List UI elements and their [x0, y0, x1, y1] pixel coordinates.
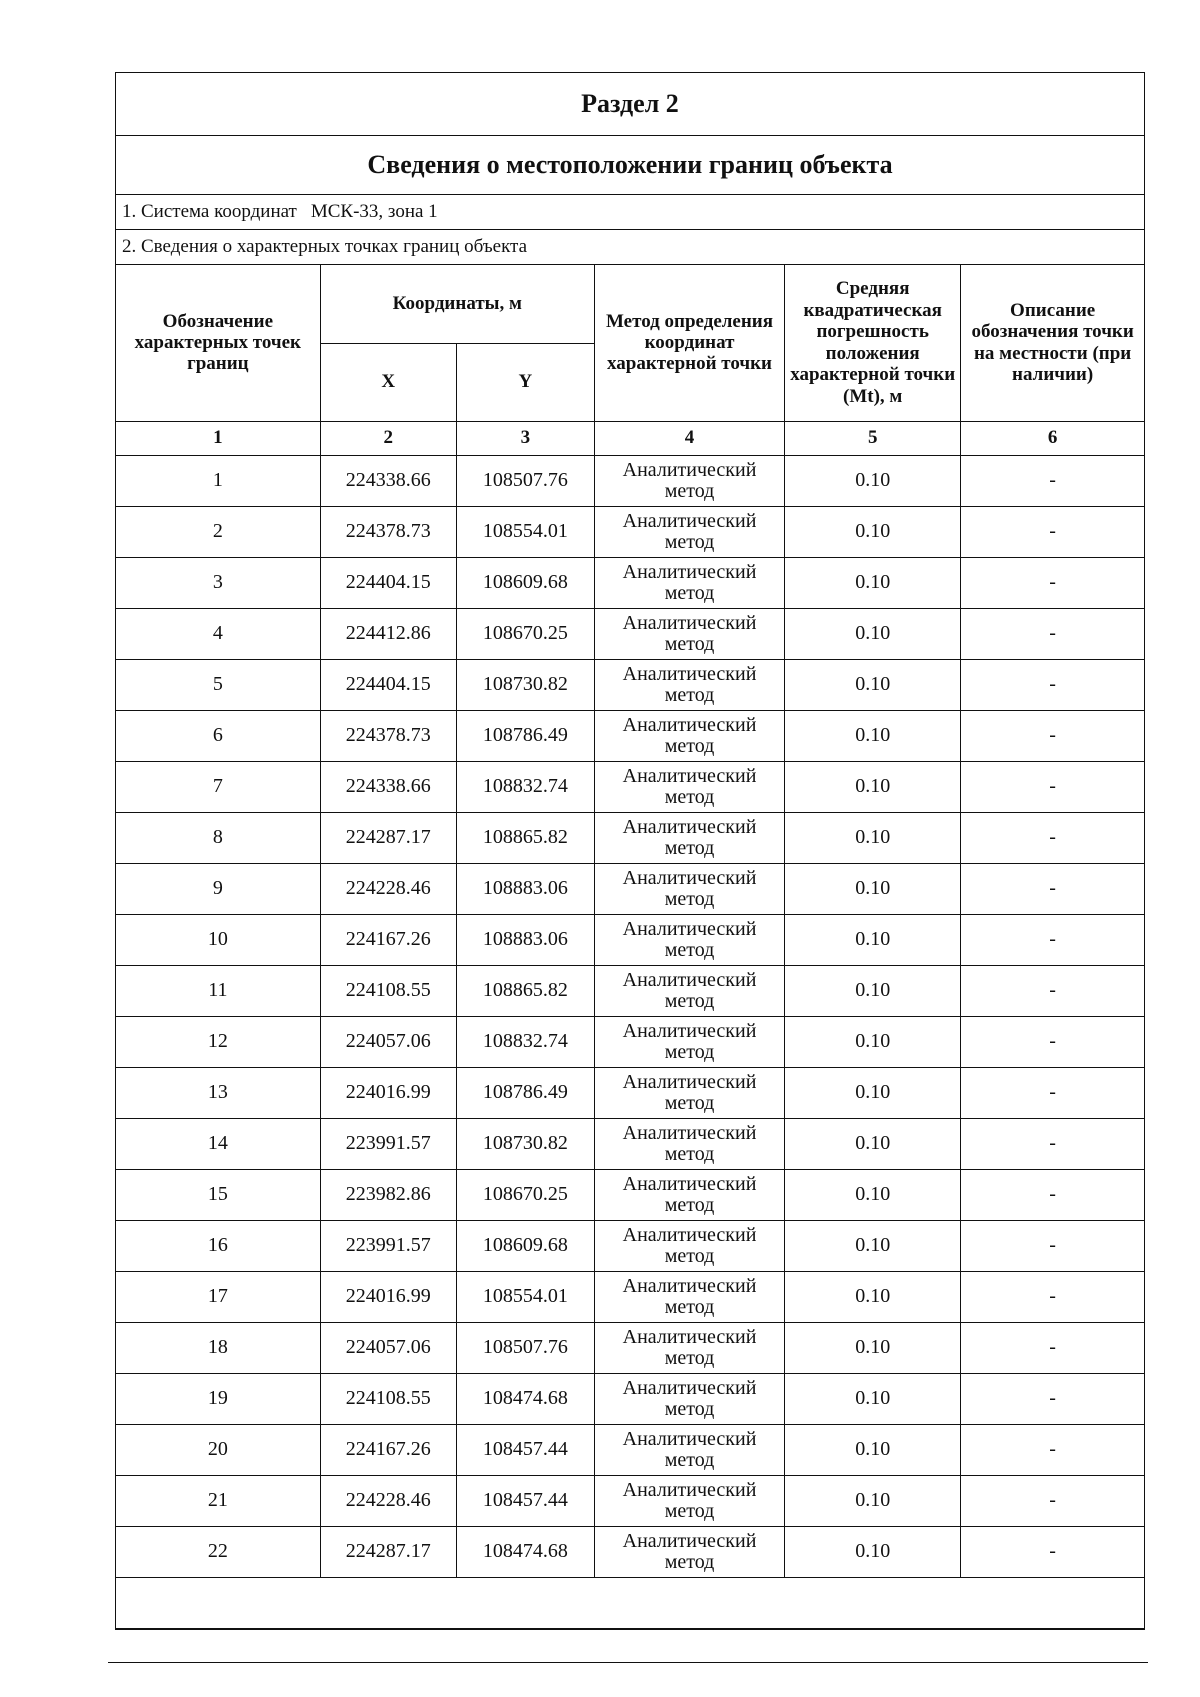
point-description: -: [961, 608, 1144, 659]
point-method: Аналитический метод: [594, 761, 784, 812]
point-description: -: [961, 659, 1144, 710]
point-method: Аналитический метод: [594, 1271, 784, 1322]
point-mt: 0.10: [785, 1118, 961, 1169]
point-x: 224228.46: [320, 863, 456, 914]
point-description: -: [961, 1169, 1144, 1220]
table-row: [116, 1169, 1144, 1220]
point-number: 18: [116, 1322, 320, 1373]
point-y: 108730.82: [456, 1118, 594, 1169]
point-method: Аналитический метод: [594, 1322, 784, 1373]
point-x: 224378.73: [320, 506, 456, 557]
point-number: 16: [116, 1220, 320, 1271]
point-description: -: [961, 1424, 1144, 1475]
point-description: -: [961, 1220, 1144, 1271]
point-x: 224108.55: [320, 965, 456, 1016]
point-mt: 0.10: [785, 455, 961, 506]
point-x: 224057.06: [320, 1016, 456, 1067]
points-caption: 2. Сведения о характерных точках границ объекта: [116, 230, 1144, 265]
point-y: 108507.76: [456, 1322, 594, 1373]
point-y: 108786.49: [456, 1067, 594, 1118]
point-x: 224378.73: [320, 710, 456, 761]
point-method: Аналитический метод: [594, 506, 784, 557]
table-row: [116, 1220, 1144, 1271]
table-row: [116, 1322, 1144, 1373]
table-row: [116, 659, 1144, 710]
point-y: 108507.76: [456, 455, 594, 506]
point-description: -: [961, 1526, 1144, 1577]
point-number: 15: [116, 1169, 320, 1220]
table-row: [116, 1424, 1144, 1475]
point-method: Аналитический метод: [594, 965, 784, 1016]
point-x: 224228.46: [320, 1475, 456, 1526]
point-method: Аналитический метод: [594, 1424, 784, 1475]
point-method: Аналитический метод: [594, 1526, 784, 1577]
point-number: 7: [116, 761, 320, 812]
point-y: 108474.68: [456, 1373, 594, 1424]
header-error: Средняя квадратическая погрешность положения характерной точки (Mt), м: [785, 265, 961, 421]
point-description: -: [961, 710, 1144, 761]
point-x: 224338.66: [320, 761, 456, 812]
point-x: 224057.06: [320, 1322, 456, 1373]
table-row: [116, 1118, 1144, 1169]
table-row: [116, 1373, 1144, 1424]
column-number: 6: [961, 421, 1144, 455]
point-number: 12: [116, 1016, 320, 1067]
point-method: Аналитический метод: [594, 812, 784, 863]
point-y: 108883.06: [456, 863, 594, 914]
point-y: 108609.68: [456, 1220, 594, 1271]
point-mt: 0.10: [785, 1067, 961, 1118]
point-x: 224167.26: [320, 914, 456, 965]
table-row: [116, 455, 1144, 506]
point-number: 19: [116, 1373, 320, 1424]
point-number: 11: [116, 965, 320, 1016]
table-row: [116, 557, 1144, 608]
point-description: -: [961, 1016, 1144, 1067]
point-method: Аналитический метод: [594, 1220, 784, 1271]
point-number: 21: [116, 1475, 320, 1526]
point-method: Аналитический метод: [594, 1067, 784, 1118]
column-number: 2: [320, 421, 456, 455]
point-description: -: [961, 455, 1144, 506]
point-method: Аналитический метод: [594, 914, 784, 965]
point-y: 108832.74: [456, 761, 594, 812]
point-number: 9: [116, 863, 320, 914]
point-y: 108554.01: [456, 506, 594, 557]
table-row: [116, 1067, 1144, 1118]
table-row: [116, 608, 1144, 659]
point-y: 108474.68: [456, 1526, 594, 1577]
point-description: -: [961, 1271, 1144, 1322]
point-description: -: [961, 1067, 1144, 1118]
point-y: 108883.06: [456, 914, 594, 965]
point-description: -: [961, 506, 1144, 557]
column-number: 3: [456, 421, 594, 455]
point-number: 4: [116, 608, 320, 659]
point-number: 2: [116, 506, 320, 557]
table-row: [116, 1475, 1144, 1526]
point-y: 108865.82: [456, 812, 594, 863]
point-description: -: [961, 1322, 1144, 1373]
point-mt: 0.10: [785, 1373, 961, 1424]
coordinate-system-label: 1. Система координат: [122, 201, 297, 222]
point-x: 224412.86: [320, 608, 456, 659]
table-row: [116, 1526, 1144, 1577]
point-y: 108730.82: [456, 659, 594, 710]
document-subtitle: Сведения о местоположении границ объекта: [116, 136, 1144, 195]
point-x: 224287.17: [320, 812, 456, 863]
point-y: 108609.68: [456, 557, 594, 608]
table-header-row: [116, 265, 1144, 343]
point-mt: 0.10: [785, 659, 961, 710]
point-method: Аналитический метод: [594, 1016, 784, 1067]
point-x: 224016.99: [320, 1271, 456, 1322]
footer-rule: [108, 1662, 1148, 1663]
point-mt: 0.10: [785, 761, 961, 812]
point-y: 108457.44: [456, 1424, 594, 1475]
point-number: 1: [116, 455, 320, 506]
point-method: Аналитический метод: [594, 1169, 784, 1220]
point-x: 224404.15: [320, 659, 456, 710]
point-mt: 0.10: [785, 506, 961, 557]
point-number: 6: [116, 710, 320, 761]
point-description: -: [961, 965, 1144, 1016]
point-x: 224404.15: [320, 557, 456, 608]
header-coordinates: Координаты, м: [320, 265, 594, 343]
document-sheet: [115, 72, 1145, 1630]
point-mt: 0.10: [785, 1424, 961, 1475]
point-number: 5: [116, 659, 320, 710]
table-row: [116, 1016, 1144, 1067]
header-method: Метод определения координат характерной точки: [594, 265, 784, 421]
point-method: Аналитический метод: [594, 863, 784, 914]
table-row: [116, 506, 1144, 557]
point-number: 10: [116, 914, 320, 965]
point-mt: 0.10: [785, 557, 961, 608]
point-mt: 0.10: [785, 1169, 961, 1220]
point-mt: 0.10: [785, 1475, 961, 1526]
point-mt: 0.10: [785, 1322, 961, 1373]
point-mt: 0.10: [785, 863, 961, 914]
point-method: Аналитический метод: [594, 1373, 784, 1424]
point-number: 14: [116, 1118, 320, 1169]
point-x: 224338.66: [320, 455, 456, 506]
point-mt: 0.10: [785, 710, 961, 761]
column-number: 1: [116, 421, 320, 455]
point-method: Аналитический метод: [594, 1475, 784, 1526]
point-mt: 0.10: [785, 1220, 961, 1271]
point-mt: 0.10: [785, 914, 961, 965]
table-row: [116, 710, 1144, 761]
point-method: Аналитический метод: [594, 455, 784, 506]
header-y: Y: [456, 343, 594, 421]
point-mt: 0.10: [785, 1271, 961, 1322]
column-number: 5: [785, 421, 961, 455]
coordinate-system-value: МСК-33, зона 1: [310, 201, 438, 222]
point-x: 224287.17: [320, 1526, 456, 1577]
point-y: 108457.44: [456, 1475, 594, 1526]
point-y: 108832.74: [456, 1016, 594, 1067]
table-spacer-row: [116, 1577, 1144, 1628]
point-description: -: [961, 1475, 1144, 1526]
column-number-row: [116, 421, 1144, 455]
column-number: 4: [594, 421, 784, 455]
point-y: 108865.82: [456, 965, 594, 1016]
point-x: 223991.57: [320, 1118, 456, 1169]
table-row: [116, 1271, 1144, 1322]
point-method: Аналитический метод: [594, 710, 784, 761]
coordinate-system-line: [116, 195, 1144, 230]
table-row: [116, 914, 1144, 965]
point-description: -: [961, 914, 1144, 965]
point-number: 22: [116, 1526, 320, 1577]
point-description: -: [961, 1373, 1144, 1424]
point-number: 8: [116, 812, 320, 863]
point-mt: 0.10: [785, 1016, 961, 1067]
point-x: 223982.86: [320, 1169, 456, 1220]
point-method: Аналитический метод: [594, 557, 784, 608]
point-x: 224167.26: [320, 1424, 456, 1475]
point-number: 3: [116, 557, 320, 608]
table-row: [116, 761, 1144, 812]
point-y: 108786.49: [456, 710, 594, 761]
table-row: [116, 863, 1144, 914]
point-method: Аналитический метод: [594, 1118, 784, 1169]
point-x: 224016.99: [320, 1067, 456, 1118]
point-y: 108554.01: [456, 1271, 594, 1322]
point-mt: 0.10: [785, 812, 961, 863]
header-x: X: [320, 343, 456, 421]
boundary-points-table: [116, 265, 1144, 1629]
table-body: [116, 455, 1144, 1628]
point-description: -: [961, 761, 1144, 812]
point-number: 13: [116, 1067, 320, 1118]
point-y: 108670.25: [456, 608, 594, 659]
header-designation: Обозначение характерных точек границ: [116, 265, 320, 421]
point-y: 108670.25: [456, 1169, 594, 1220]
point-description: -: [961, 1118, 1144, 1169]
point-mt: 0.10: [785, 1526, 961, 1577]
header-description: Описание обозначения точки на местности (при наличии): [961, 265, 1144, 421]
point-mt: 0.10: [785, 965, 961, 1016]
point-x: 223991.57: [320, 1220, 456, 1271]
table-row: [116, 812, 1144, 863]
point-number: 17: [116, 1271, 320, 1322]
point-number: 20: [116, 1424, 320, 1475]
point-description: -: [961, 557, 1144, 608]
point-method: Аналитический метод: [594, 659, 784, 710]
point-description: -: [961, 863, 1144, 914]
point-mt: 0.10: [785, 608, 961, 659]
section-title: Раздел 2: [116, 73, 1144, 136]
point-x: 224108.55: [320, 1373, 456, 1424]
point-description: -: [961, 812, 1144, 863]
point-method: Аналитический метод: [594, 608, 784, 659]
table-row: [116, 965, 1144, 1016]
